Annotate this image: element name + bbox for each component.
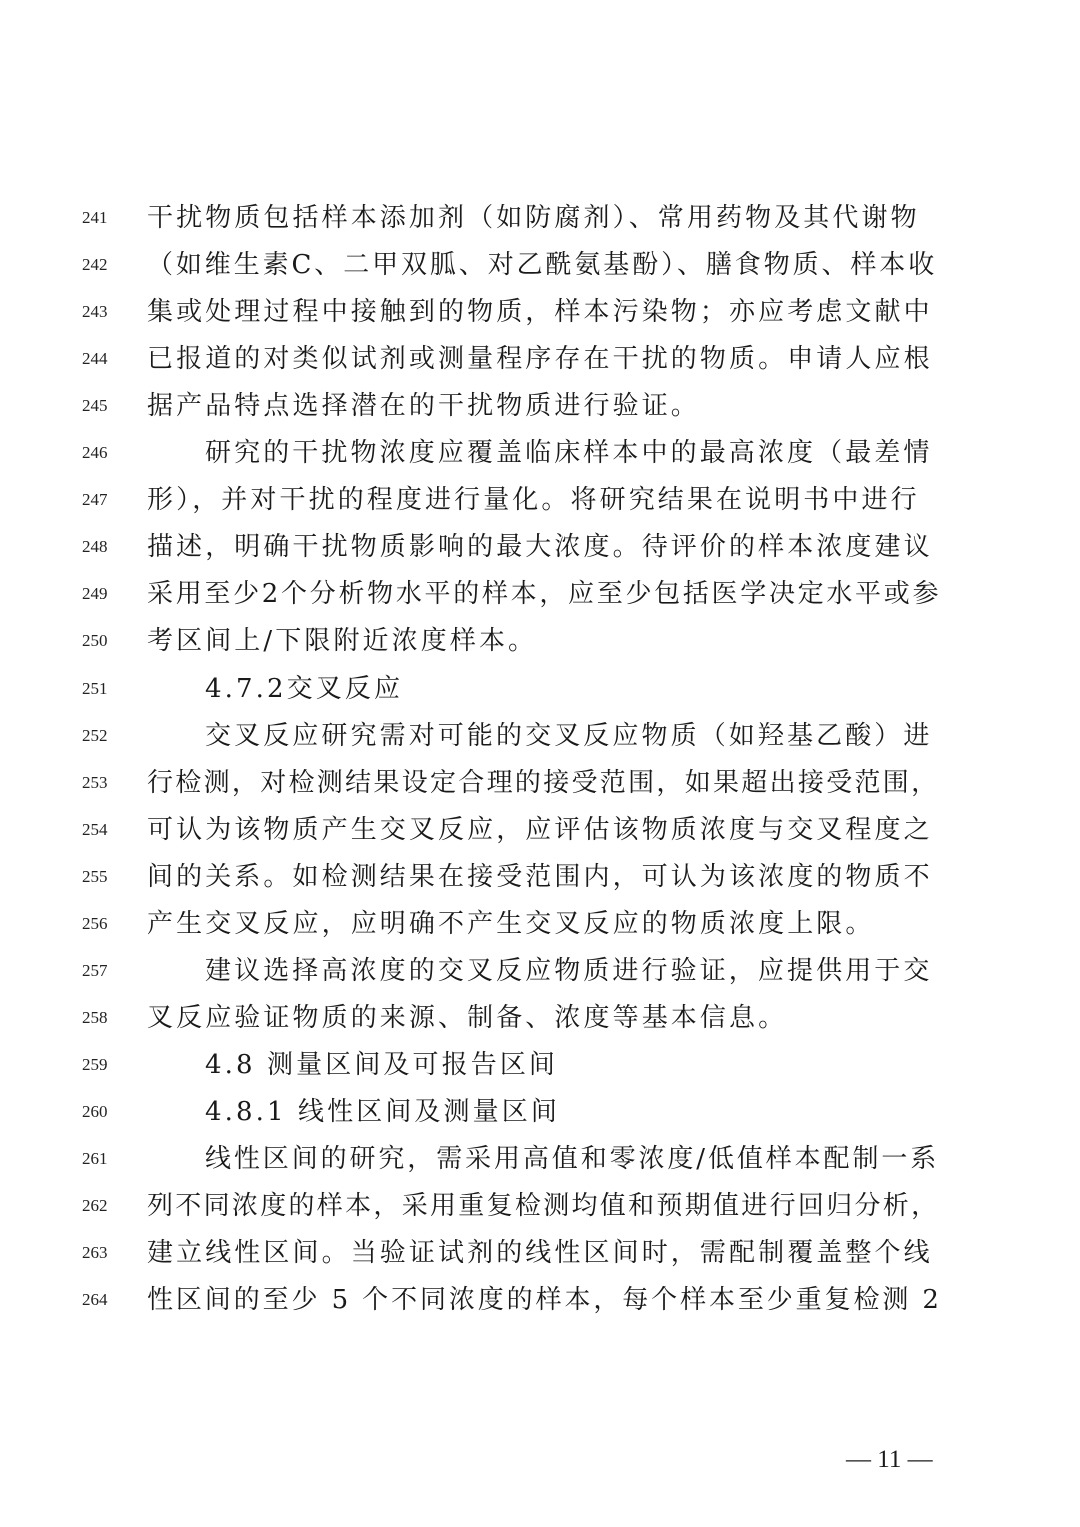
text-line xyxy=(0,1186,1080,1226)
line-text: 行检测，对检测结果设定合理的接受范围，如果超出接受范围， xyxy=(147,767,940,798)
text-line xyxy=(0,951,1080,991)
text-line xyxy=(0,292,1080,332)
text-line xyxy=(0,480,1080,520)
line-text: 叉反应验证物质的来源、制备、浓度等基本信息。 xyxy=(147,1002,788,1033)
text-line xyxy=(0,669,1080,709)
text-line xyxy=(0,1139,1080,1179)
line-text: 性区间的至少 5 个不同浓度的样本，每个样本至少重复检测 2 xyxy=(147,1285,942,1316)
page-number: — 11 — xyxy=(846,1446,933,1473)
line-text: 列不同浓度的样本，采用重复检测均值和预期值进行回归分析， xyxy=(147,1191,940,1222)
text-line xyxy=(0,998,1080,1038)
text-line xyxy=(0,574,1080,614)
text-line xyxy=(0,386,1080,426)
line-number: 246 xyxy=(82,443,108,463)
line-number: 241 xyxy=(82,208,108,227)
text-line xyxy=(0,857,1080,897)
line-text: 考区间上/下限附近浓度样本。 xyxy=(147,626,538,657)
line-text: 已报道的对类似试剂或测量程序存在干扰的物质。申请人应根 xyxy=(147,344,933,375)
line-number: 257 xyxy=(82,960,108,980)
line-number: 253 xyxy=(82,772,108,792)
text-line xyxy=(0,1045,1080,1085)
text-line xyxy=(0,810,1080,850)
line-text: 干扰物质包括样本添加剂（如防腐剂）、常用药物及其代谢物 xyxy=(147,203,920,233)
line-number: 248 xyxy=(82,537,108,557)
line-text: 建议选择高浓度的交叉反应物质进行验证，应提供用于交 xyxy=(205,955,933,986)
line-text: （如维生素C、二甲双胍、对乙酰氨基酚）、膳食物质、样本收 xyxy=(147,250,938,281)
text-line xyxy=(0,527,1080,567)
text-line xyxy=(0,339,1080,379)
line-text: 集或处理过程中接触到的物质，样本污染物；亦应考虑文献中 xyxy=(147,297,933,328)
line-number: 249 xyxy=(82,584,108,604)
line-text: 线性区间的研究，需采用高值和零浓度/低值样本配制一系 xyxy=(205,1144,940,1174)
line-number: 261 xyxy=(82,1149,108,1168)
line-text: 4.8 测量区间及可报告区间 xyxy=(205,1049,559,1080)
line-number: 264 xyxy=(82,1290,108,1310)
line-text: 研究的干扰物浓度应覆盖临床样本中的最高浓度（最差情 xyxy=(205,438,933,469)
text-line xyxy=(0,763,1080,803)
line-text: 形），并对干扰的程度进行量化。将研究结果在说明书中进行 xyxy=(147,485,920,516)
line-number: 255 xyxy=(82,866,108,886)
line-text: 交叉反应研究需对可能的交叉反应物质（如羟基乙酸）进 xyxy=(205,720,933,751)
line-number: 263 xyxy=(82,1243,108,1263)
line-text: 产生交叉反应，应明确不产生交叉反应的物质浓度上限。 xyxy=(147,908,875,939)
text-line xyxy=(0,1233,1080,1273)
line-text: 采用至少2个分析物水平的样本，应至少包括医学决定水平或参 xyxy=(147,579,942,610)
line-text: 间的关系。如检测结果在接受范围内，可认为该浓度的物质不 xyxy=(147,861,933,892)
line-number: 259 xyxy=(82,1054,108,1074)
line-number: 243 xyxy=(82,302,108,322)
text-line xyxy=(0,904,1080,944)
text-line xyxy=(0,1280,1080,1320)
line-number: 258 xyxy=(82,1007,108,1027)
text-line xyxy=(0,621,1080,661)
text-line xyxy=(0,716,1080,756)
line-number: 250 xyxy=(82,631,108,651)
line-number: 245 xyxy=(82,396,108,416)
text-line xyxy=(0,245,1080,285)
line-number: 262 xyxy=(82,1196,108,1216)
line-text: 4.8.1 线性区间及测量区间 xyxy=(205,1096,560,1127)
line-number: 242 xyxy=(82,255,108,275)
line-number: 260 xyxy=(82,1101,108,1121)
line-number: 247 xyxy=(82,490,108,510)
line-number: 244 xyxy=(82,349,108,369)
line-text: 4.7.2交叉反应 xyxy=(205,673,404,704)
line-text: 可认为该物质产生交叉反应，应评估该物质浓度与交叉程度之 xyxy=(147,814,933,845)
text-line xyxy=(0,1092,1080,1132)
text-line xyxy=(0,198,1080,238)
line-text: 据产品特点选择潜在的干扰物质进行验证。 xyxy=(147,391,700,422)
line-text: 建立线性区间。当验证试剂的线性区间时，需配制覆盖整个线 xyxy=(147,1238,933,1269)
line-number: 252 xyxy=(82,725,108,745)
line-text: 描述，明确干扰物质影响的最大浓度。待评价的样本浓度建议 xyxy=(147,532,933,563)
line-number: 251 xyxy=(82,678,108,698)
text-line xyxy=(0,433,1080,473)
line-number: 254 xyxy=(82,819,108,839)
line-number: 256 xyxy=(82,913,108,933)
